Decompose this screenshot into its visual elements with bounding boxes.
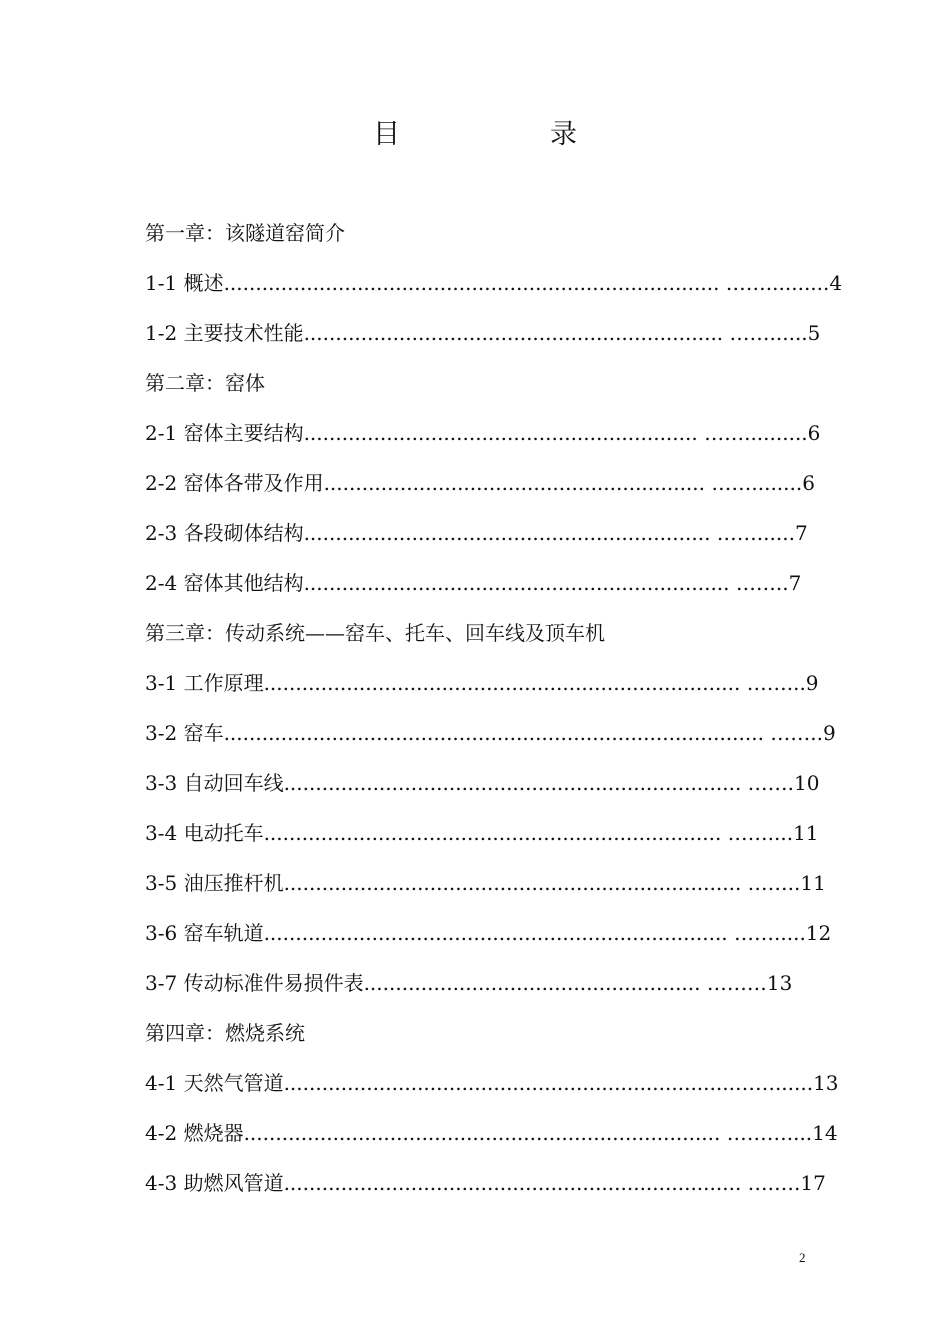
toc-entry-2-1[interactable]: 2-1 窑体主要结构.............................................................. ……..........6 <box>145 421 821 445</box>
title-char-2: 录 <box>550 119 577 150</box>
toc-entry-3-7[interactable]: 3-7 传动标准件易损件表..................................................... ………13 <box>145 971 793 995</box>
title-char-1: 目 <box>373 119 400 150</box>
page-number: 2 <box>799 1250 806 1265</box>
toc-entry-4-1[interactable]: 4-1 天然气管道.......................................................................……......13 <box>145 1071 839 1095</box>
toc-chapter-2[interactable]: 第二章：窑体 <box>145 371 265 395</box>
toc-entry-3-2[interactable]: 3-2 窑车..................................................................................... ……..9 <box>145 721 836 745</box>
toc-entry-3-3[interactable]: 3-3 自动回车线........................................................................ …….10 <box>145 771 820 795</box>
toc-entry-1-1[interactable]: 1-1 概述.............................................................................. ……..........4 <box>145 271 843 295</box>
toc-entry-4-2[interactable]: 4-2 燃烧器........................................................................... ………....14 <box>145 1121 838 1145</box>
toc-chapter-4[interactable]: 第四章：燃烧系统 <box>145 1021 305 1045</box>
toc-entry-2-3[interactable]: 2-3 各段砌体结构................................................................ ……......7 <box>145 521 808 545</box>
toc-entry-2-2[interactable]: 2-2 窑体各带及作用............................................................ ……........6 <box>145 471 815 495</box>
page-title <box>0 112 950 151</box>
toc-chapter-3[interactable]: 第三章：传动系统——窑车、托车、回车线及顶车机 <box>145 621 605 645</box>
toc-entry-4-3[interactable]: 4-3 助燃风管道........................................................................ ….….17 <box>145 1171 826 1195</box>
toc-entry-2-4[interactable]: 2-4 窑体其他结构................................................................... ……..7 <box>145 571 802 595</box>
toc-entry-3-1[interactable]: 3-1 工作原理........................................................................... ……...9 <box>145 671 819 695</box>
toc-entry-3-5[interactable]: 3-5 油压推杆机........................................................................ ……..11 <box>145 871 826 895</box>
toc-entry-1-2[interactable]: 1-2 主要技术性能.................................................................. ……......5 <box>145 321 821 345</box>
toc-entry-3-4[interactable]: 3-4 电动托车........................................................................ ……....11 <box>145 821 819 845</box>
toc-entry-3-6[interactable]: 3-6 窑车轨道......................................................................... …….....12 <box>145 921 832 945</box>
toc-chapter-1[interactable]: 第一章：该隧道窑简介 <box>145 221 345 245</box>
